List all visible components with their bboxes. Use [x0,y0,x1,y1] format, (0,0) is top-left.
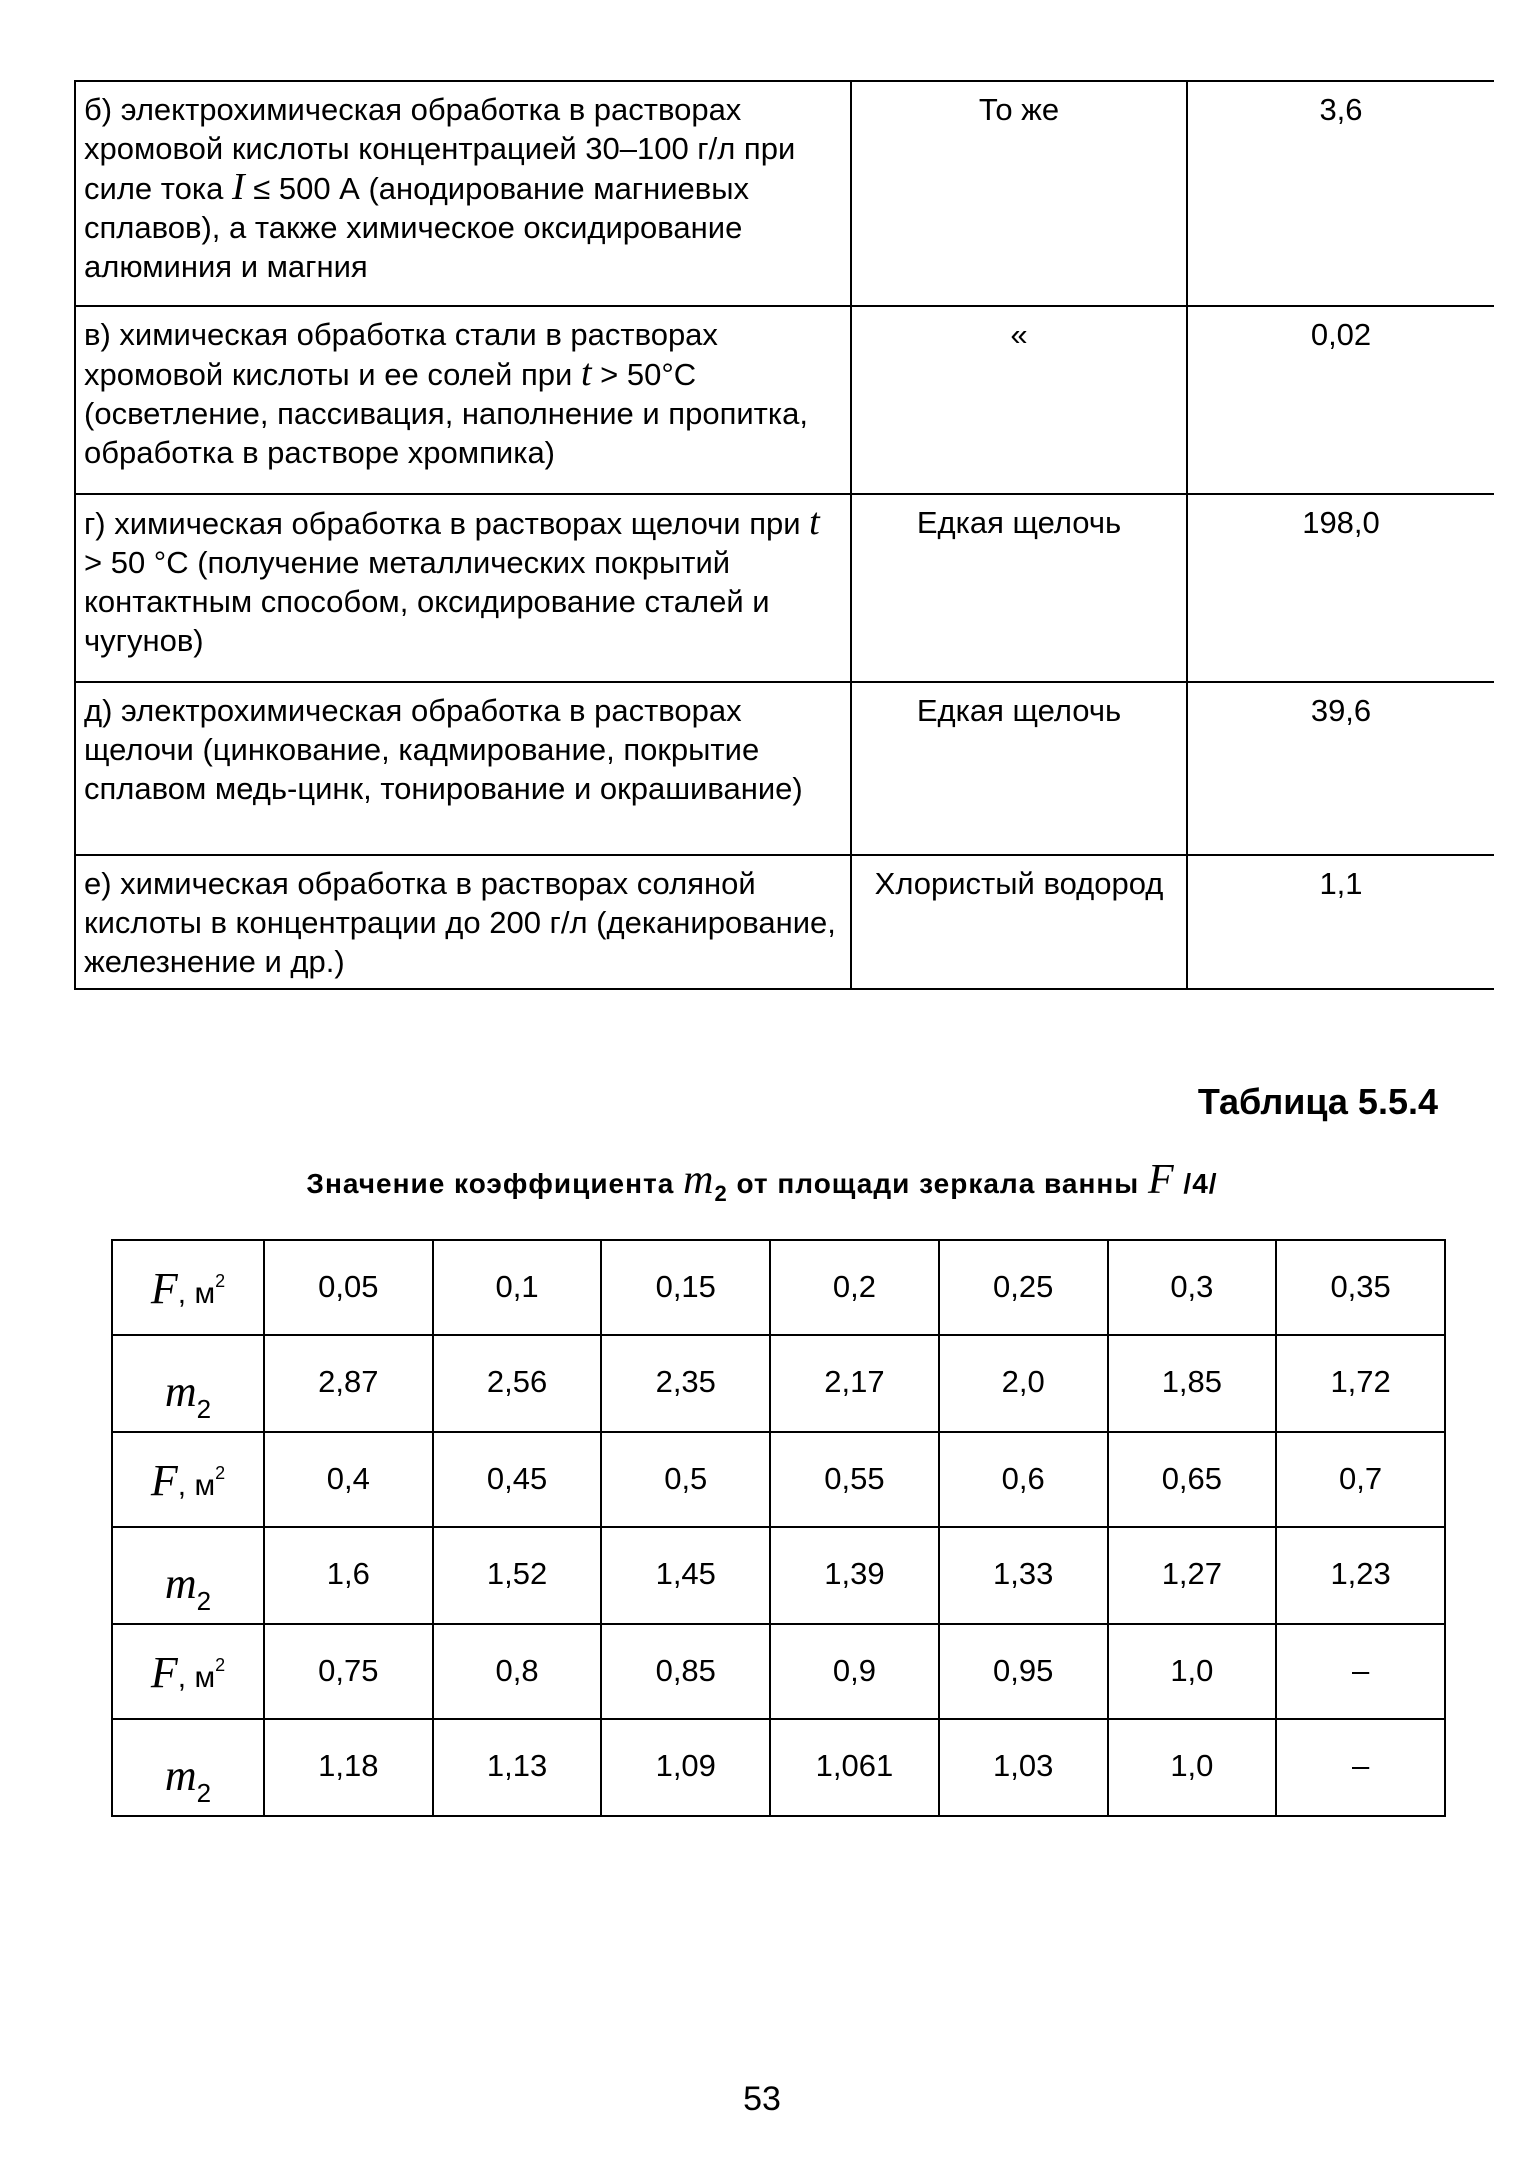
emission-table-continuation [74,80,1494,990]
area-value-cell: 0,95 [939,1624,1108,1719]
m2-value-cell: 2,56 [433,1335,602,1432]
table1-row [75,682,1494,855]
area-value-cell: 0,55 [770,1432,939,1527]
area-value-cell: 0,65 [1108,1432,1277,1527]
coefficient-row [112,1335,1445,1432]
area-row [112,1240,1445,1335]
table1-row [75,494,1494,682]
table1-row [75,81,1494,306]
area-value-cell: 1,0 [1108,1624,1277,1719]
area-value-cell: 0,9 [770,1624,939,1719]
unit-label: , м [177,1661,216,1694]
m2-value-cell: 1,6 [264,1527,433,1624]
area-value-cell: 0,5 [601,1432,770,1527]
process-text-continued: > 50°С (осветление, пассивация, наполнение и пропитка, обработка в растворе хромпика) [84,357,808,470]
m2-value-cell: 1,061 [770,1719,939,1816]
area-value-cell: 0,25 [939,1240,1108,1335]
area-value-cell: 0,4 [264,1432,433,1527]
emission-value-cell: 39,6 [1187,682,1494,855]
process-description-cell [75,494,851,682]
caption-reference: /4/ [1174,1168,1218,1199]
m2-value-cell: 1,33 [939,1527,1108,1624]
unit-superscript: 2 [215,1271,226,1291]
m2-value-cell: 1,03 [939,1719,1108,1816]
area-value-cell: – [1276,1624,1445,1719]
area-value-cell: 0,1 [433,1240,602,1335]
table1-row [75,306,1494,494]
m2-value-cell: 2,87 [264,1335,433,1432]
m2-value-cell: 1,52 [433,1527,602,1624]
m2-value-cell: 1,09 [601,1719,770,1816]
caption-symbol-m: m [683,1157,715,1203]
row-label-m2 [112,1335,264,1432]
unit-label: , м [177,1277,216,1310]
symbol-m: m [164,1367,197,1416]
coefficient-row [112,1719,1445,1816]
m2-value-cell: 1,85 [1108,1335,1277,1432]
process-symbol: t [580,352,592,394]
substance-cell: Едкая щелочь [851,494,1187,682]
process-symbol: t [809,501,820,543]
emission-value-cell: 198,0 [1187,494,1494,682]
substance-cell: Едкая щелочь [851,682,1187,855]
process-description-cell [75,682,851,855]
caption-text-pre: Значение коэффициента [306,1168,684,1199]
area-value-cell: 0,7 [1276,1432,1445,1527]
substance-cell: « [851,306,1187,494]
m2-value-cell: 2,17 [770,1335,939,1432]
row-label-m2 [112,1719,264,1816]
area-value-cell: 0,8 [433,1624,602,1719]
m2-value-cell: – [1276,1719,1445,1816]
area-value-cell: 0,35 [1276,1240,1445,1335]
page-number: 53 [743,2080,781,2118]
area-row [112,1432,1445,1527]
emission-value-cell: 1,1 [1187,855,1494,989]
m2-value-cell: 1,23 [1276,1527,1445,1624]
process-text-continued: ≤ 500 А (анодирование магниевых сплавов), а также химическое оксидирование алюминия и магния [84,171,750,284]
caption-text-mid: от площади зеркала ванны [727,1168,1148,1199]
process-text: в) химическая обработка стали в растворах хромовой кислоты и ее солей при [84,317,718,392]
m2-value-cell: 1,27 [1108,1527,1277,1624]
process-text: б) электрохимическая обработка в растворах хромовой кислоты концентрацией 30–100 г/л при силе тока [84,92,796,206]
m2-value-cell: 1,0 [1108,1719,1277,1816]
process-text: д) электрохимическая обработка в растворах щелочи (цинкование, кадмирование, покрытие сплавом медь-цинк, тонирование и окрашивание) [84,693,803,806]
process-description-cell [75,81,851,306]
symbol-m: m [164,1559,197,1608]
symbol-F: F [150,1264,178,1313]
row-label-area [112,1240,264,1335]
m2-value-cell: 1,39 [770,1527,939,1624]
m2-value-cell: 1,72 [1276,1335,1445,1432]
process-text-continued: > 50 °С (получение металлических покрытий контактным способом, оксидирование сталей и чугунов) [84,545,770,658]
symbol-m-subscript: 2 [196,1778,212,1808]
area-value-cell: 0,85 [601,1624,770,1719]
caption-symbol-f: F [1147,1157,1175,1203]
m2-value-cell: 2,35 [601,1335,770,1432]
substance-cell: Хлористый водород [851,855,1187,989]
substance-cell: То же [851,81,1187,306]
unit-superscript: 2 [215,1463,226,1483]
table1-row [75,855,1494,989]
symbol-F: F [150,1648,178,1697]
process-text: г) химическая обработка в растворах щелочи при [84,506,810,541]
area-value-cell: 0,3 [1108,1240,1277,1335]
coefficient-m2-table [111,1239,1446,1817]
area-value-cell: 0,45 [433,1432,602,1527]
process-description-cell [75,855,851,989]
m2-value-cell: 1,18 [264,1719,433,1816]
area-row [112,1624,1445,1719]
process-description-cell [75,306,851,494]
process-text: е) химическая обработка в растворах соляной кислоты в концентрации до 200 г/л (деканирование, железнение и др.) [84,866,836,979]
row-label-area [112,1432,264,1527]
symbol-m-subscript: 2 [196,1394,212,1424]
row-label-area [112,1624,264,1719]
symbol-F: F [150,1456,178,1505]
coefficient-row [112,1527,1445,1624]
process-symbol: I [231,166,245,208]
m2-value-cell: 2,0 [939,1335,1108,1432]
unit-label: , м [177,1469,216,1502]
symbol-m-subscript: 2 [196,1586,212,1616]
symbol-m: m [164,1751,197,1800]
m2-value-cell: 1,45 [601,1527,770,1624]
row-label-m2 [112,1527,264,1624]
area-value-cell: 0,2 [770,1240,939,1335]
m2-value-cell: 1,13 [433,1719,602,1816]
area-value-cell: 0,05 [264,1240,433,1335]
emission-value-cell: 3,6 [1187,81,1494,306]
area-value-cell: 0,75 [264,1624,433,1719]
area-value-cell: 0,6 [939,1432,1108,1527]
caption-symbol-m-subscript: 2 [714,1181,728,1206]
table-label: Таблица 5.5.4 [1197,1081,1438,1122]
unit-superscript: 2 [215,1655,226,1675]
area-value-cell: 0,15 [601,1240,770,1335]
emission-value-cell: 0,02 [1187,306,1494,494]
table-caption [0,1156,1524,1204]
